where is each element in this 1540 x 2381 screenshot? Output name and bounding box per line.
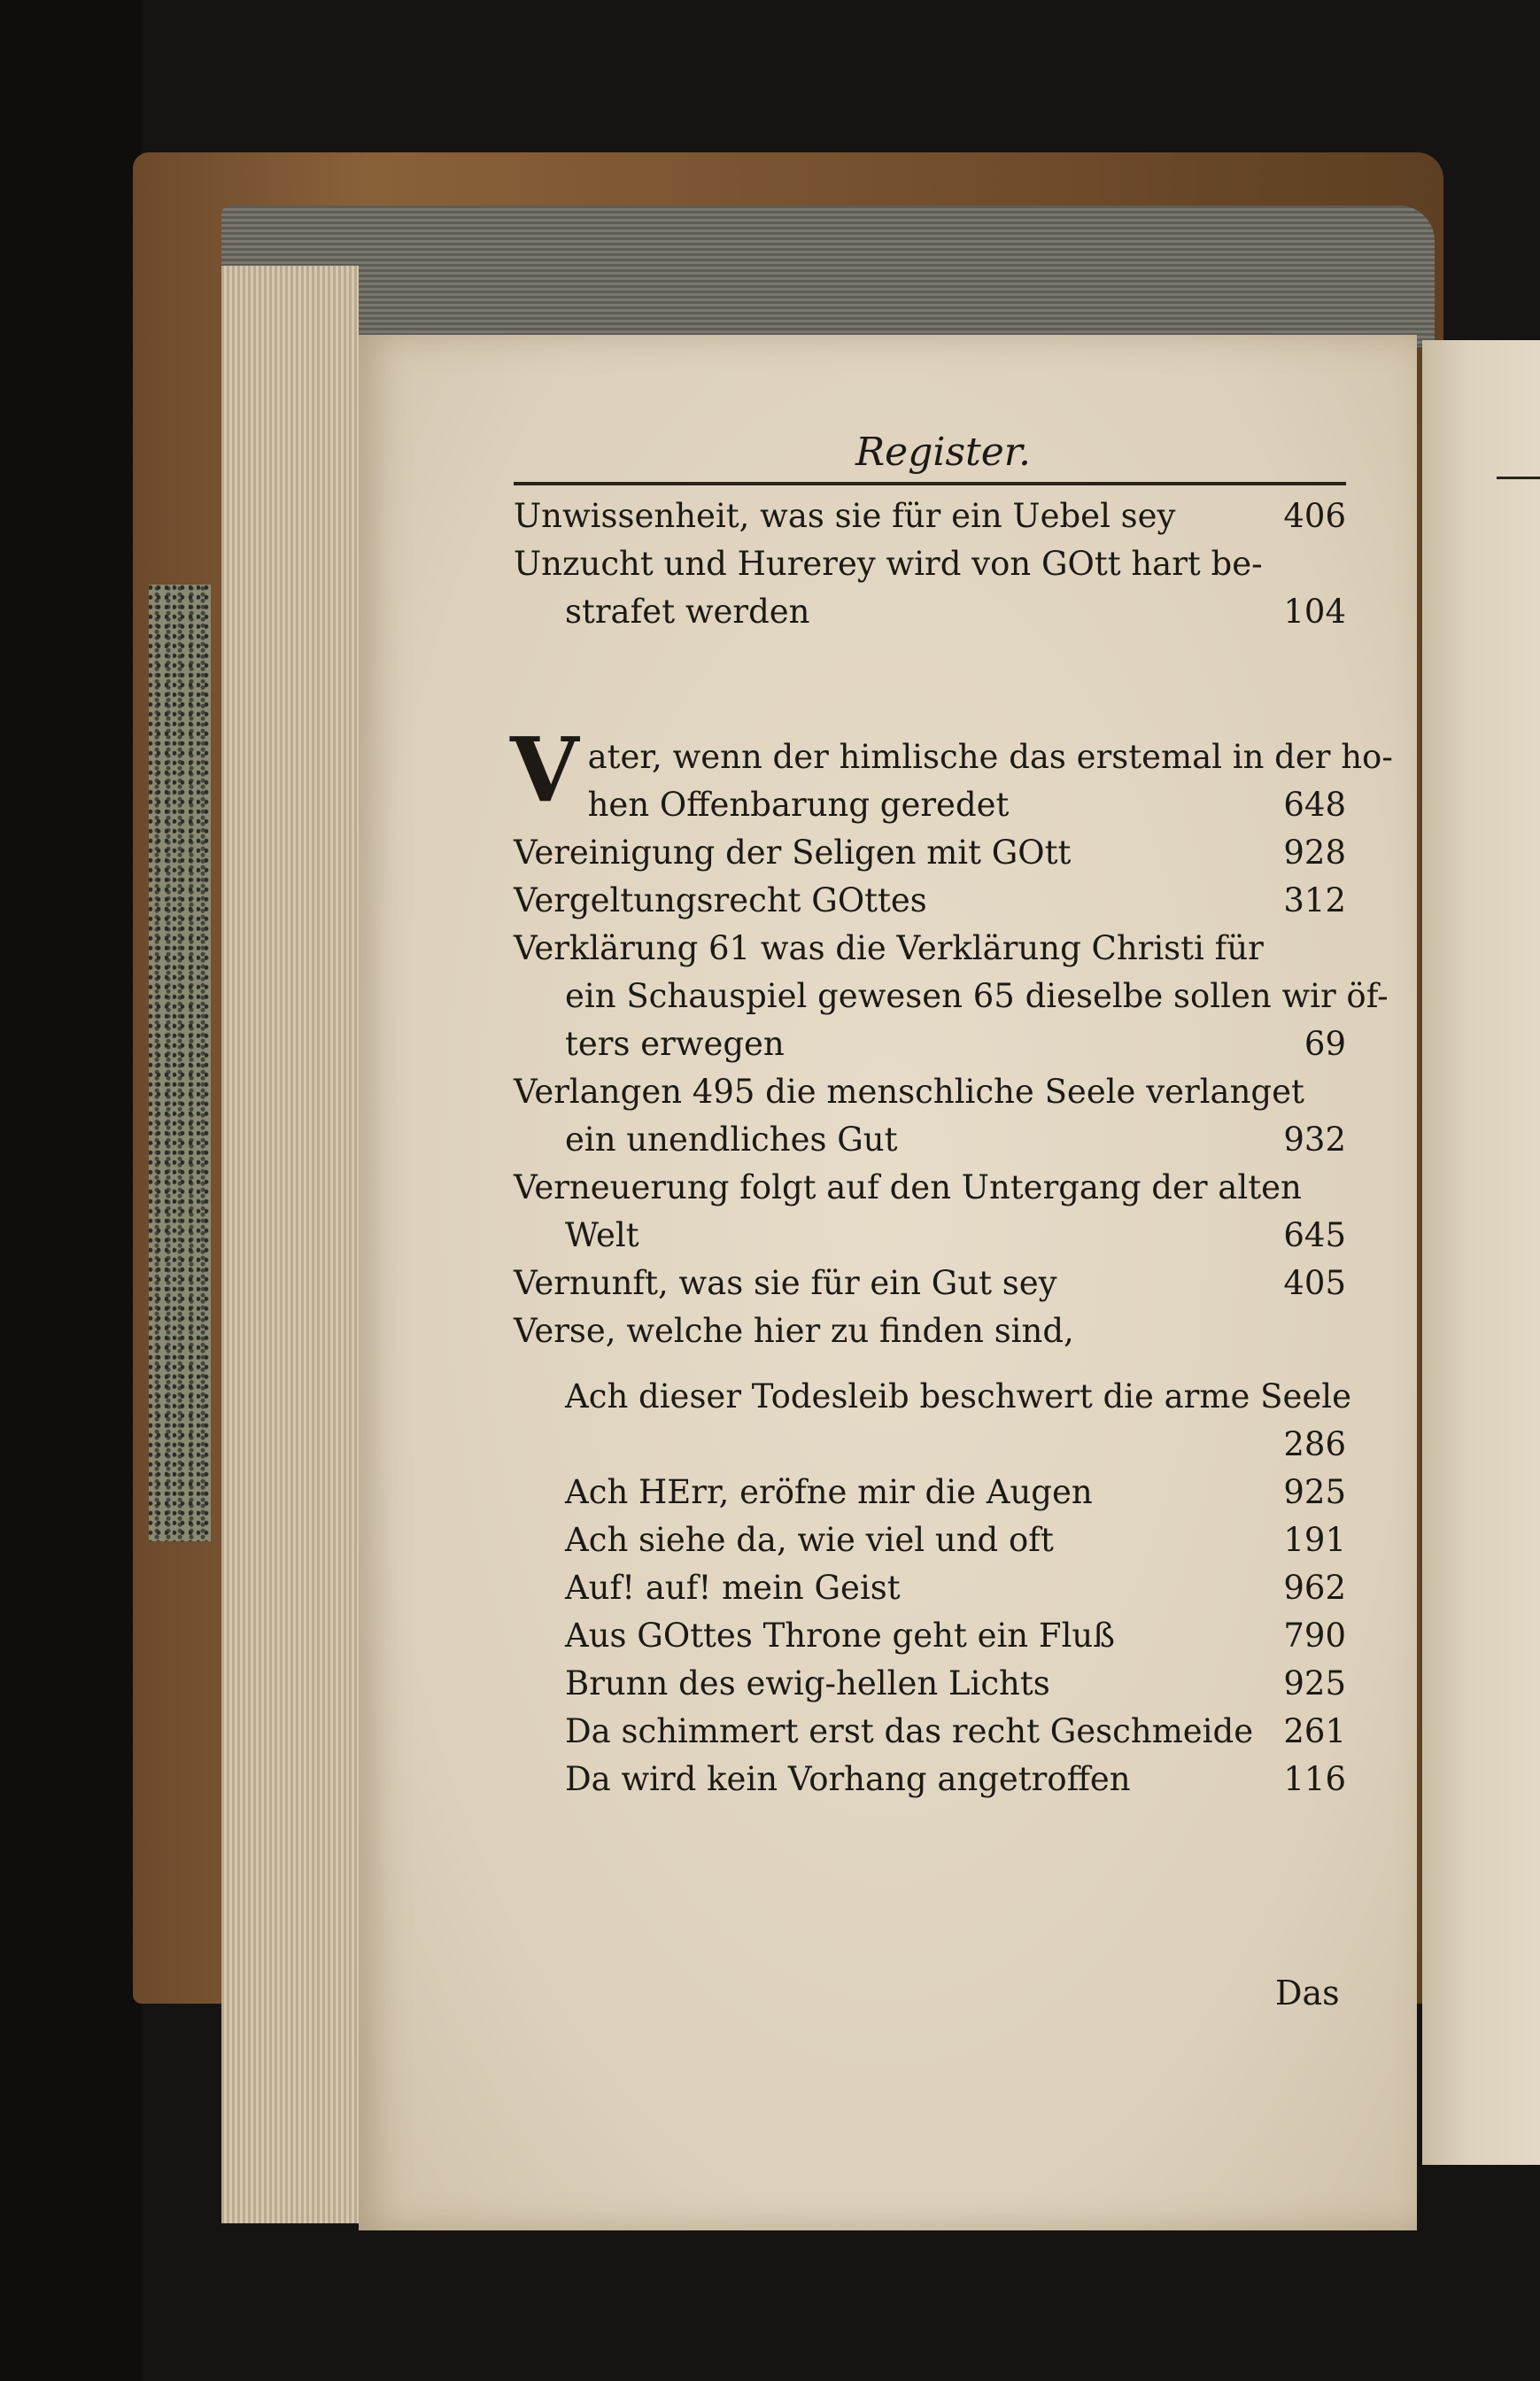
index-entry bbox=[514, 1068, 1346, 1164]
verse-entry bbox=[514, 1756, 1346, 1803]
index-entry bbox=[514, 492, 1346, 540]
verse-line: Da wird kein Vorhang angetroffen 116 bbox=[514, 1756, 1346, 1803]
index-entry bbox=[514, 1260, 1346, 1307]
verse-line: Auf! auf! mein Geist 962 bbox=[514, 1564, 1346, 1612]
verse-line bbox=[514, 1421, 1346, 1469]
page-number: 191 bbox=[1283, 1521, 1346, 1559]
page-number: 648 bbox=[1283, 786, 1346, 824]
entry-line: hen Offenbarung geredet 648 bbox=[514, 781, 1346, 829]
index-entry bbox=[510, 717, 1393, 829]
verse-line: Brunn des ewig-hellen Lichts 925 bbox=[514, 1660, 1346, 1708]
index-entry bbox=[514, 540, 1346, 636]
index-entry bbox=[514, 1307, 1346, 1355]
page-number: 286 bbox=[1283, 1425, 1346, 1463]
verse-entry bbox=[514, 1516, 1346, 1564]
verse-entry bbox=[514, 1612, 1346, 1660]
page-number: 406 bbox=[1283, 497, 1346, 535]
entry-line: Welt 645 bbox=[514, 1212, 1346, 1260]
page-number: 645 bbox=[1283, 1216, 1346, 1254]
page-number: 261 bbox=[1283, 1712, 1346, 1750]
page-number: 790 bbox=[1283, 1617, 1346, 1655]
page-number: 69 bbox=[1304, 1025, 1346, 1063]
entry-line: Verklärung 61 was die Verklärung Christi für bbox=[514, 929, 1264, 967]
dark-background bbox=[0, 0, 142, 2381]
catchword: Das bbox=[1275, 1974, 1340, 2013]
entry-line: Unwissenheit, was sie für ein Uebel sey 406 bbox=[514, 492, 1346, 540]
entry-line: Vereinigung der Seligen mit GOtt 928 bbox=[514, 829, 1346, 877]
page-number: 104 bbox=[1283, 593, 1346, 631]
verse-line: Ach HErr, eröfne mir die Augen 925 bbox=[514, 1469, 1346, 1516]
page-number: 405 bbox=[1283, 1264, 1346, 1302]
page-content bbox=[510, 425, 1393, 1803]
index-entry bbox=[514, 877, 1346, 925]
verse-entry bbox=[514, 1708, 1346, 1756]
running-header: Register. bbox=[855, 430, 1031, 475]
page-number: 962 bbox=[1283, 1569, 1346, 1607]
index-entry bbox=[514, 925, 1389, 1068]
entry-line: Unzucht und Hurerey wird von GOtt hart be- bbox=[514, 545, 1263, 583]
verse-line: Ach siehe da, wie viel und oft 191 bbox=[514, 1516, 1346, 1564]
entry-line: ein Schauspiel gewesen 65 dieselbe sollen wir öf- bbox=[565, 977, 1389, 1015]
verse-entry bbox=[514, 1469, 1346, 1516]
page-block-top-edge bbox=[221, 206, 1435, 347]
index-entry bbox=[514, 829, 1346, 877]
page-number: 116 bbox=[1283, 1760, 1346, 1798]
entry-line: ein unendliches Gut 932 bbox=[514, 1116, 1346, 1164]
verse-line: Aus GOttes Throne geht ein Fluß 790 bbox=[514, 1612, 1346, 1660]
header-rule bbox=[514, 482, 1346, 485]
entry-line: Verse, welche hier zu finden sind, bbox=[514, 1312, 1074, 1350]
entry-line: Verneuerung folgt auf den Untergang der alten bbox=[514, 1168, 1302, 1206]
entry-line: Verlangen 495 die menschliche Seele verlanget bbox=[514, 1073, 1304, 1111]
verse-entry bbox=[514, 1564, 1346, 1612]
page-number: 928 bbox=[1283, 834, 1346, 872]
page-number: 925 bbox=[1283, 1473, 1346, 1511]
page-number: 925 bbox=[1283, 1664, 1346, 1702]
entry-line: Vernunft, was sie für ein Gut sey 405 bbox=[514, 1260, 1346, 1307]
index-entry bbox=[514, 1164, 1346, 1260]
entry-line: ters erwegen 69 bbox=[514, 1020, 1346, 1068]
entry-line: Vergeltungsrecht GOttes 312 bbox=[514, 877, 1346, 925]
verse-entry bbox=[514, 1373, 1351, 1469]
page-number: 312 bbox=[1283, 881, 1346, 919]
facing-page bbox=[1422, 340, 1540, 2165]
verse-line: Ach dieser Todesleib beschwert die arme Seele bbox=[565, 1377, 1351, 1415]
drop-initial: V bbox=[510, 717, 579, 822]
entry-line: ater, wenn der himlische das erstemal in der ho- bbox=[587, 738, 1393, 776]
verse-entry bbox=[514, 1660, 1346, 1708]
page-number: 932 bbox=[1283, 1121, 1346, 1159]
page-block-side-edge bbox=[221, 266, 359, 2223]
verse-line: Da schimmert erst das recht Geschmeide 261 bbox=[514, 1708, 1346, 1756]
facing-page-rule bbox=[1497, 477, 1540, 479]
speckled-edge bbox=[149, 585, 211, 1541]
entry-line: strafet werden 104 bbox=[514, 588, 1346, 636]
